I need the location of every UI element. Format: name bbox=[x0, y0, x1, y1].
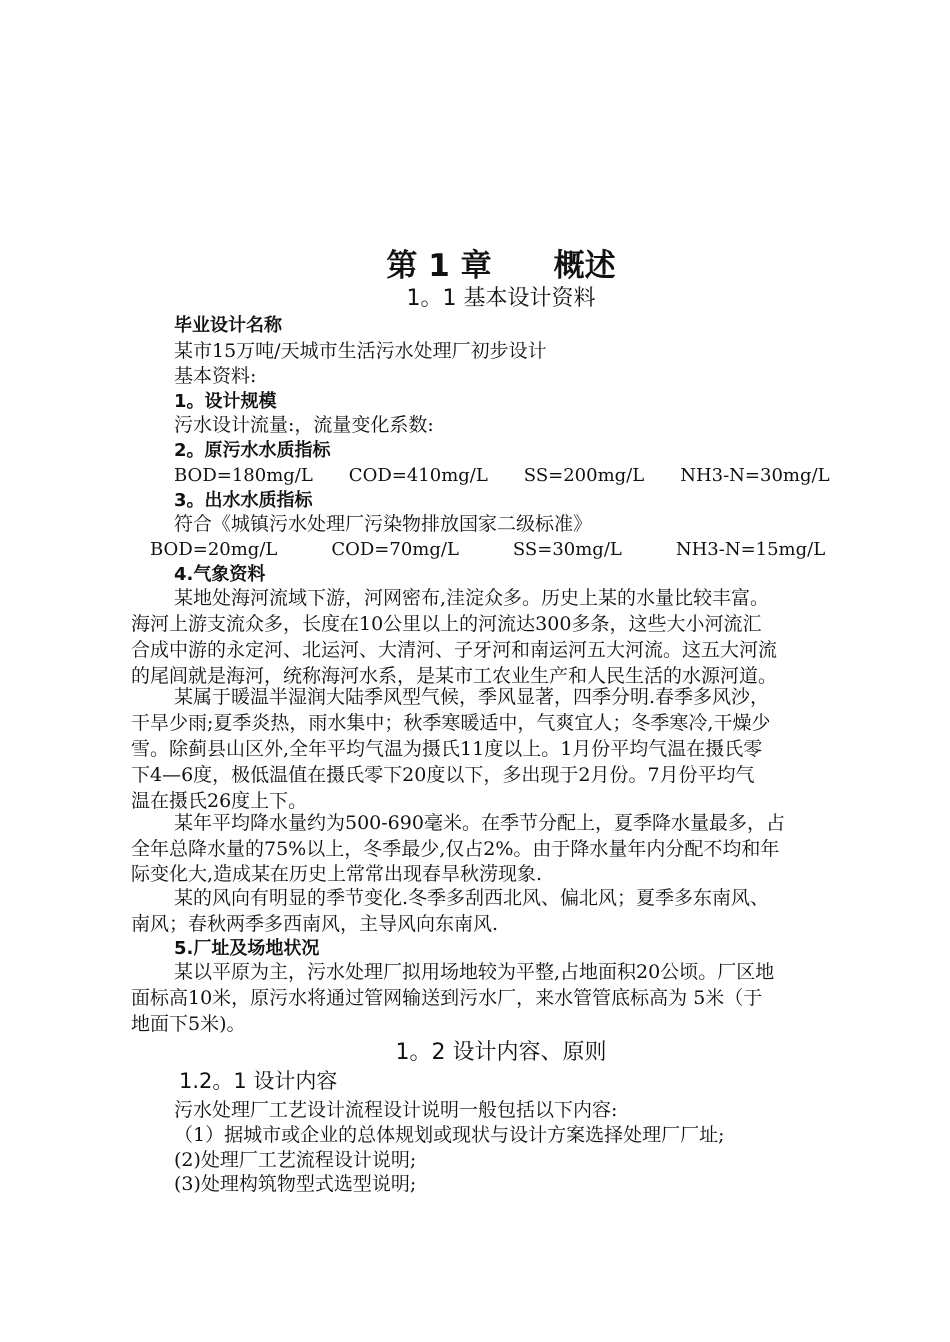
para5-line: 地面下5米)。 bbox=[131, 1013, 246, 1035]
para1-line: 某地处海河流域下游，河网密布,洼淀众多。历史上某的水量比较丰富。 bbox=[174, 587, 770, 609]
para5-line: 某以平原为主，污水处理厂拟用场地较为平整,占地面积20公顷。厂区地 bbox=[174, 961, 775, 983]
section-heading-1-2: 1。2 设计内容、原则 bbox=[395, 1040, 607, 1065]
item3-text: 符合《城镇污水处理厂污染物排放国家二级标准》 bbox=[174, 513, 593, 535]
para1-line: 海河上游支流众多，长度在10公里以上的河流达300多条，这些大小河流汇 bbox=[131, 613, 762, 635]
para3-line: 全年总降水量的75%以上，冬季最少,仅占2%。由于降水量年内分配不均和年 bbox=[131, 838, 780, 860]
para4-line: 南风；春秋两季多西南风，主导风向东南风. bbox=[131, 913, 499, 935]
para4-line: 某的风向有明显的季节变化.冬季多刮西北风、偏北风；夏季多东南风、 bbox=[174, 887, 770, 909]
section-heading-1-1: 1。1 基本设计资料 bbox=[406, 286, 596, 311]
item4-title: 4.气象资料 bbox=[174, 564, 266, 585]
content-list-item: (2)处理厂工艺流程设计说明; bbox=[174, 1149, 417, 1171]
para2-line: 雪。除蓟县山区外,全年平均气温为摄氏11度以上。1月份平均气温在摄氏零 bbox=[131, 738, 763, 760]
content-intro: 污水处理厂工艺设计流程设计说明一般包括以下内容: bbox=[174, 1099, 618, 1121]
item2-values: BOD=180mg/L COD=410mg/L SS=200mg/L NH3-N=30mg/L bbox=[174, 465, 830, 486]
item2-title: 2。原污水水质指标 bbox=[174, 440, 331, 461]
item5-title: 5.厂址及场地状况 bbox=[174, 938, 320, 959]
para3-line: 某年平均降水量约为500-690毫米。在季节分配上，夏季降水量最多，占 bbox=[174, 812, 785, 834]
item3-title: 3。出水水质指标 bbox=[174, 490, 313, 511]
para2-line: 下4—6度，极低温值在摄氏零下20度以下，多出现于2月份。7月份平均气 bbox=[131, 764, 755, 786]
item1-title: 1。设计规模 bbox=[174, 391, 277, 412]
para1-line: 合成中游的永定河、北运河、大清河、子牙河和南运河五大河流。这五大河流 bbox=[131, 639, 778, 661]
item3-values: BOD=20mg/L COD=70mg/L SS=30mg/L NH3-N=15mg/L bbox=[150, 539, 826, 560]
content-list-item: （1）据城市或企业的总体规划或现状与设计方案选择处理厂厂址; bbox=[174, 1124, 725, 1146]
para2-line: 干旱少雨;夏季炎热，雨水集中；秋季寒暖适中，气爽宜人；冬季寒冷,干燥少 bbox=[131, 712, 771, 734]
project-name: 某市15万吨/天城市生活污水处理厂初步设计 bbox=[174, 340, 547, 362]
para2-line: 某属于暖温半湿润大陆季风型气候，季风显著，四季分明.春季多风沙， bbox=[174, 686, 770, 708]
subsection-heading-1-2-1: 1.2。1 设计内容 bbox=[179, 1069, 338, 1093]
item1-text: 污水设计流量:，流量变化系数: bbox=[174, 414, 434, 436]
project-name-label: 毕业设计名称 bbox=[174, 315, 282, 336]
chapter-title: 第 1 章 概述 bbox=[386, 248, 616, 284]
content-list-item: (3)处理构筑物型式选型说明; bbox=[174, 1173, 417, 1195]
basic-data-label: 基本资料: bbox=[174, 365, 257, 387]
para5-line: 面标高10米，原污水将通过管网输送到污水厂，来水管管底标高为 5米（于 bbox=[131, 987, 763, 1009]
para1-line: 的尾闾就是海河，统称海河水系，是某市工农业生产和人民生活的水源河道。 bbox=[131, 665, 778, 687]
para2-line: 温在摄氏26度上下。 bbox=[131, 790, 308, 812]
para3-line: 际变化大,造成某在历史上常常出现春旱秋涝现象. bbox=[131, 863, 543, 885]
